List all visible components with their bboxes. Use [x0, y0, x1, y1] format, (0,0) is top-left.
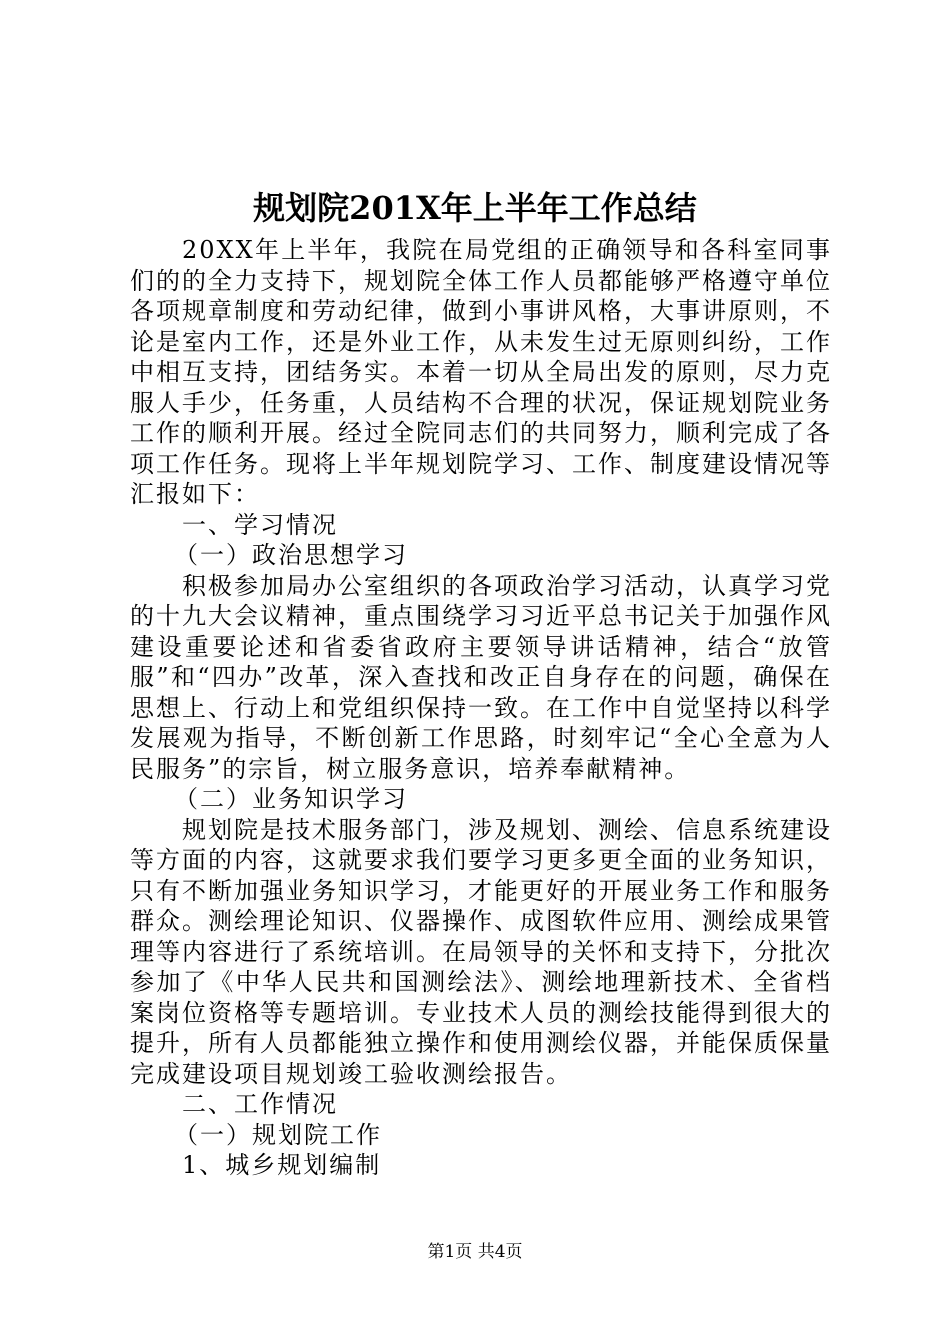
- section-heading-study: 一、学习情况: [182, 510, 338, 539]
- paragraph-business-study: 规划院是技术服务部门，涉及规划、测绘、信息系统建设等方面的内容，这就要求我们要学习更多更全面的业务知识，只有不断加强业务知识学习，才能更好的开展业务工作和服务群众。测绘理论知识、仪器操作、成图软件应用、测绘成果管理等内容进行了系统培训。在局领导的关怀和支持下，分批次参加了《中华人民共和国测绘法》、测绘地理新技术、全省档案岗位资格等专题培训。专业技术人员的测绘技能得到很大的提升，所有人员都能独立操作和使用测绘仪器，并能保质保量完成建设项目规划竣工验收测绘报告。: [130, 815, 832, 1088]
- item-heading-planning: 1、城乡规划编制: [182, 1151, 382, 1179]
- document-title: 规划院201X年上半年工作总结: [253, 189, 697, 227]
- section-heading-work: 二、工作情况: [182, 1090, 338, 1118]
- subsection-heading-institute-work: （一）规划院工作: [174, 1120, 382, 1149]
- document-body: [130, 235, 832, 1181]
- page-number-footer: 第1页 共4页: [427, 1242, 523, 1262]
- subsection-heading-business-study: （二）业务知识学习: [174, 785, 408, 813]
- paragraph-political-study: 积极参加局办公室组织的各项政治学习活动，认真学习党的十九大会议精神，重点围绕学习习近平总书记关于加强作风建设重要论述和省委省政府主要领导讲话精神，结合“放管服”和“四办”改革，深入查找和改正自身存在的问题，确保在思想上、行动上和党组织保持一致。在工作中自觉坚持以科学发展观为指导，不断创新工作思路，时刻牢记“全心全意为人民服务”的宗旨，树立服务意识，培养奉献精神。: [130, 571, 832, 783]
- subsection-heading-political-study: （一）政治思想学习: [174, 541, 408, 569]
- paragraph-intro: 20XX年上半年，我院在局党组的正确领导和各科室同事们的的全力支持下，规划院全体工作人员都能够严格遵守单位各项规章制度和劳动纪律，做到小事讲风格，大事讲原则，不论是室内工作，还是外业工作，从未发生过无原则纠纷，工作中相互支持，团结务实。本着一切从全局出发的原则，尽力克服人手少，任务重，人员结构不合理的状况，保证规划院业务工作的顺利开展。经过全院同志们的共同努力，顺利完成了各项工作任务。现将上半年规划院学习、工作、制度建设情况等汇报如下：: [130, 236, 832, 508]
